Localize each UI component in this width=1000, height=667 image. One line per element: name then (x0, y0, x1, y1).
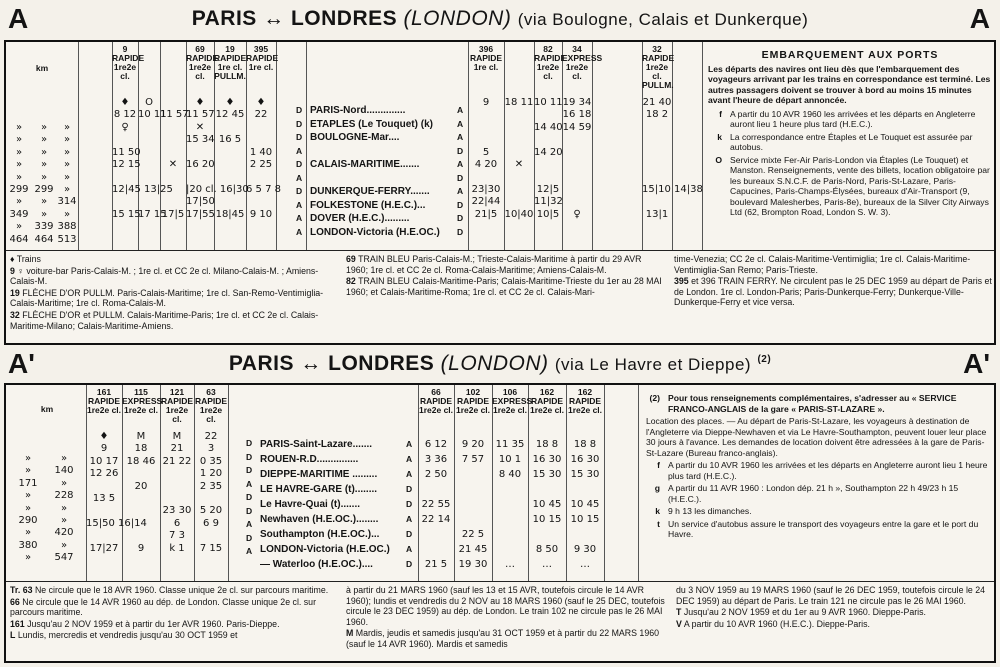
top-footnotes-col3: time-Venezia; CC 2e cl. Calais-Maritime-Ventimiglia; 1re cl. Calais-Maritime-Ventimiglia-San Remo; Paris-Trieste. 395 et 396 TRAIN FERRY. Ne circulent pas le 25 DEC 1959 au départ de Paris et de London. 1re cl. London-Paris; Paris-Dunkerque-Ferry; Dunkerque-Ville-Dunkerque-Ferry et vice versa. (674, 254, 992, 308)
km-label-b: km (40, 404, 54, 414)
station-southampton: Southampton (H.E.OC.)... (260, 529, 380, 540)
section-letter-right: A (969, 3, 990, 34)
times-col-rb: 18 11 ✕ 10|40 (504, 97, 534, 220)
station-rouen: ROUEN-R.D............... (260, 454, 359, 465)
times-train-162a: 18 8 16 30 15 30 10 45 10 15 8 50 … (532, 439, 562, 570)
km-col-3: » » » » » » 314 » 388 513 (57, 122, 77, 245)
note-f: f A partir du 10 AVR 1960 les arrivées et les départs en Angleterre auront lieu 1 heure plus tard (H.E.C.). (719, 108, 976, 129)
train-header-102: 102 RAPIDE 1re2e cl. (455, 387, 491, 415)
note-2: (2) Pour tous renseignements complémentaires, s'adresser au « SERVICE FRANCO-ANGLAIS de la gare « PARIS-ST-LAZARE ». (649, 393, 957, 414)
times-train-102: 9 20 7 57 22 5 21 45 19 30 (458, 439, 488, 570)
times-train-395: ♦ 22 1 40 2 25 6 5 7 8 9 10 (246, 97, 281, 220)
embarkation-title: EMBARQUEMENT AUX PORTS (761, 50, 939, 61)
station-newhaven: Newhaven (H.E.OC.)........ (260, 514, 379, 525)
station-dieppe: DIEPPE-MARITIME ......... (260, 469, 378, 480)
top-footnotes-col2: 69 TRAIN BLEU Paris-Calais-M.; Trieste-Calais-Maritime à partir du 29 AVR 1960; 1re cl. et CC 2e cl. Roma-Calais-Maritime; Amiens-Calais-M. 82 TRAIN BLEU Calais-Maritime-Paris; Calais-Maritime-Trieste du 1er au 28 MAI 1960; et Calais-Maritime-Roma; 1re cl. et CC 2e cl. Calais-Mari- (346, 254, 662, 297)
section-letter-left-b: A' (8, 348, 35, 379)
times-train-162b: 18 8 16 30 15 30 10 45 10 15 9 30 … (570, 439, 600, 570)
km-label: km (35, 63, 49, 73)
station-dunkerque: DUNKERQUE-FERRY....... (310, 186, 430, 197)
km-col-b2: » 140 » 228 » » 420 » 547 (54, 453, 74, 564)
station-le-havre-quai: Le Havre-Quai (t)....... (260, 499, 361, 510)
top-title (192, 7, 809, 31)
times-train-121: M 21 21 22 23 30 6 7 3 k 1 (162, 431, 192, 554)
bottom-title: PARIS ↔ LONDRES (LONDON) (via Le Havre et Dieppe) $^{(2)}$ (228, 352, 772, 375)
station-boulogne: BOULOGNE-Mar.... (310, 132, 400, 143)
station-folkestone: FOLKESTONE (H.E.C.)... (310, 199, 426, 211)
train-header-121: 121 RAPIDE 1re2e cl. (160, 387, 194, 424)
train-header-66: 66 RAPIDE 1re2e cl. (418, 387, 454, 415)
km-col-1: » » » » » 299 » 349 » 464 (9, 122, 29, 245)
km-col-b1: » » 171 » » 290 » 380 » (18, 453, 38, 564)
embarkation-lead: Les départs des navires ont lieu dès que l'embarquement des voyageurs arrivant par les trains en correspondance est terminé. Les autres passagers doivent se trouver à bord au moins 15 minutes avant l'heure de départ annoncée. (708, 63, 991, 105)
train-header-162b: 162 RAPIDE 1re2e cl. (567, 387, 603, 415)
train-header-82: 82 RAPIDE 1re2e cl. (534, 44, 567, 81)
train-header-396: 396 RAPIDE 1re cl. (469, 44, 503, 72)
note-k-b: k 9 h 13 les dimanches. (655, 506, 752, 516)
station-london-victoria: LONDON-Victoria (H.E.OC.) (310, 226, 440, 238)
times-train-66: 6 12 3 36 2 50 22 55 22 14 21 5 (421, 439, 451, 570)
bottom-footnotes-col3: du 3 NOV 1959 au 19 MARS 1960 (sauf le 26 DEC 1959, toutefois circule le 24 DEC 1959) au départ de Paris. Le train 121 ne circule pas le 26 MAI 1960. T Jusqu'au 2 NOV 1959 et du 1er au 9 AVR 1960. Dieppe-Paris. V A partir du 10 AVR 1960 (H.E.C.). Dieppe-Paris. (676, 585, 986, 629)
times-train-9: ♦ 8 12 ♀ 11 50 12 15 12|45 13|25 15 15 (112, 97, 173, 220)
bottom-timetable (4, 383, 996, 663)
title-via: (via Boulogne, Calais et Dunkerque) (517, 10, 809, 29)
station-paris-st-lazare: PARIS-Saint-Lazare....... (260, 439, 373, 450)
bottom-footnotes-col1: Tr. 63 Ne circule que le 18 AVR 1960. Classe unique 2e cl. sur parcours maritime. 66 Ne circule que le 14 AVR 1960 au dép. de London. Classe unique 2e cl. sur parcours maritime. 161 Jusqu'au 2 NOV 1959 et à partir du 1er AVR 1960. Paris-Dieppe. L Lundis, mercredis et vendredis jusqu'au 30 OCT 1959 et (10, 585, 329, 641)
times-train-115: M 18 18 46 20 9 (126, 431, 156, 554)
embarkation-notes (708, 50, 992, 246)
times-train-32: 21 40 18 2 15|10 14|38 13|1 (642, 97, 703, 220)
train-header-63: 63 RAPIDE 1re2e cl. (194, 387, 228, 424)
times-train-19: ♦ 12 45 16 5 18|45 (215, 97, 245, 220)
station-paris-nord: PARIS-Nord.............. (310, 105, 406, 116)
km-col-2: » » » » » 299 » » 339 464 (34, 122, 54, 245)
da-left-column: D D D A D A D A A A (296, 105, 303, 237)
train-header-34: 34 EXPRESS 1re2e cl. (562, 44, 603, 81)
bottom-footnotes-col2: à partir du 21 MARS 1960 (sauf les 13 et 15 AVR, toutefois circule le 14 AVR 1960); lundis et vendredis du 2 NOV au 18 MARS 1960 (sauf le 25 DEC, toutefois circule le 23 DEC 1959) au dép. de London. Le train 102 ne circule pas le 26 MAI 1960. M Mardis, jeudis et samedis jusqu'au 31 OCT 1959 et à partir du 22 MARS 1960 (sauf le 14 AVR 1960). Mardis et samedis (346, 585, 665, 649)
train-header-115: 115 EXPRESS 1re2e cl. (122, 387, 163, 415)
note-k: k La correspondance entre Étaples et Le Touquet est assurée par autobus. (717, 131, 973, 152)
section-letter-right-b: A' (963, 348, 990, 379)
station-calais: CALAIS-MARITIME....... (310, 159, 420, 170)
note-o: O Service mixte Fer-Air Paris-London via Étaples (Le Touquet) et Manston. Renseignements, vente des billets, location obligatoire par les bureaux S.N.C.F. de Paris-Nord, Paris-St-Lazare, Paris-Capucines, Paris-Champs-Élysées, bureaux d'Air-Transport (9, boulevard Malesherbes, Paris-8e), bureaux de la Silver City Airways Ltd (62, Brompton Road, London S. W. 3). (715, 154, 990, 217)
title-london: (LONDON) (403, 7, 512, 30)
station-waterloo: — Waterloo (H.E.OC.).... (260, 559, 373, 570)
note-t: t Un service d'autobus assure le transport des voyageurs entre la gare et le port du Havre. (657, 518, 979, 539)
station-dover: DOVER (H.E.C.)......... (310, 213, 410, 224)
times-train-161: ♦ 9 10 17 12 26 13 5 15|50 16|14 17|27 (86, 431, 147, 554)
train-header-162a: 162 RAPIDE 1re2e cl. (529, 387, 565, 415)
top-banner (0, 2, 1000, 36)
station-list (310, 104, 460, 239)
train-header-395: 395 RAPIDE 1re cl. (246, 44, 279, 72)
station-etaples: ETAPLES (Le Touquet) (k) (310, 118, 433, 130)
times-train-34: 19 34 16 18 14 59 ♀ (562, 97, 592, 220)
top-timetable (4, 40, 996, 345)
note-f-b: f A partir du 10 AVR 1960 les arrivées et les départs en Angleterre auront lieu 1 heure plus tard (H.E.C.). (657, 460, 988, 481)
note-location: Location des places. — Au départ de Paris-St-Lazare, les voyageurs à destination de l'Angleterre via Dieppe-Newhaven et via Le Havre-Southampton, peuvent louer leur place 30 jours à l'avance. Les demandes de location doivent être adressées à la gare de Paris-St-Lazare (Bureau franco-anglais). (646, 416, 987, 458)
da-right-column-b: A A A D D A D A D (406, 439, 413, 569)
times-train-396: 9 5 4 20 23|30 22|44 21|5 (471, 97, 501, 220)
station-le-havre-gare: LE HAVRE-GARE (t)........ (260, 484, 378, 495)
da-right-column: A A A D A D A D D D (457, 105, 464, 237)
da-left-column-b: D D D A D D A D A (246, 438, 253, 556)
times-col-b: O 10 11 17 15 (138, 97, 167, 220)
train-header-9: 9 RAPIDE 1re2e cl. (112, 44, 145, 81)
train-header-69: 69 RAPIDE 1re2e cl. (186, 44, 219, 81)
times-train-63: 22 3 0 35 1 20 2 35 5 20 6 9 7 15 (199, 431, 223, 554)
bottom-side-notes (646, 393, 992, 577)
station-list-b (260, 437, 413, 572)
note-g: g A partir du 11 AVR 1960 : London dép. 21 h », Southampton 22 h 49/23 h 15 (H.E.C.). (654, 483, 959, 504)
train-header-32: 32 RAPIDE 1re2e cl. PULLM. (642, 44, 675, 90)
bottom-banner (0, 347, 1000, 381)
title-main: PARIS ↔ LONDRES (191, 7, 398, 30)
times-train-106: 11 35 10 1 8 40 … (495, 439, 525, 570)
section-letter-left: A (8, 3, 29, 34)
times-train-69: ♦ 11 57 ✕ 15 34 16 20 |20 cl. 16|30 17|50 17|55 (186, 97, 249, 220)
station-london-victoria-b: LONDON-Victoria (H.E.OC.) (260, 544, 390, 555)
times-col-c: 11 57 ✕ 17|5 (160, 109, 189, 220)
train-header-161: 161 RAPIDE 1re2e cl. (86, 387, 122, 415)
top-footnotes-col1: ♦ Trains 9 ♀ voiture-bar Paris-Calais-M. ; 1re cl. et CC 2e cl. Milano-Calais-M. ; Amiens-Calais-M. 19 FLÈCHE D'OR PULLM. Paris-Calais-Maritime; 1re cl. San-Remo-Ventimiglia-Calais-Maritime; 1re cl. Roma-Calais-M. 32 FLÈCHE D'OR et PULLM. Calais-Maritime-Paris; 1re cl. et CC 2e cl. Calais-Maritime-Milano; Calais-Maritime-Amiens. (10, 254, 324, 331)
train-header-106: 106 EXPRESS 1re2e cl. (492, 387, 533, 415)
train-header-19: 19 RAPIDE 1re cl. PULLM. (214, 44, 247, 81)
times-train-82: 10 11 14 40 14 20 12|5 11|32 10|5 (534, 97, 563, 220)
